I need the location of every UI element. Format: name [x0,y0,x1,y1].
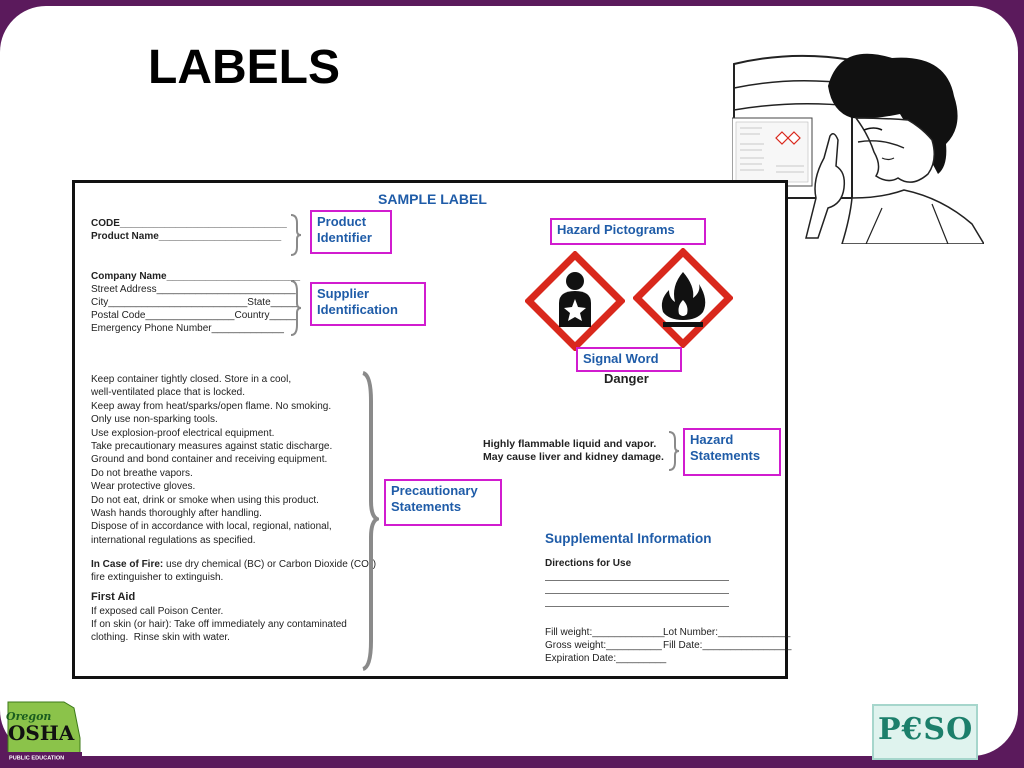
product-name-field: Product Name______________________ [91,231,282,242]
postal-country-field: Postal Code________________Country_____ [91,310,298,321]
hazard-statement-line: May cause liver and kidney damage. [483,451,664,463]
first-aid-line: If on skin (or hair): Take off immediately any contaminated [91,619,347,630]
first-aid-line: clothing. Rinse skin with water. [91,632,230,643]
product-code-label: CODE [91,218,120,229]
precaution-line: Wash hands thoroughly after handling. [91,508,262,520]
peso-logo-text: P€SO [878,712,974,747]
hazard-statements-line2: Statements [690,448,761,463]
slide-title: LABELS [148,41,340,94]
supplier-identification-callout [310,282,426,326]
company-name-field: Company Name________________________ [91,271,301,282]
precaution-line: Dispose of in accordance with local, regional, national, [91,521,332,533]
osha-text: OSHA [8,721,75,745]
postal-code-label: Postal Code [91,310,146,321]
supplier-identification-line2: Identification [317,302,398,317]
first-aid-line: If exposed call Poison Center. [91,606,224,617]
product-identifier-line1: Product [317,214,367,229]
sample-label-heading: SAMPLE LABEL [378,191,487,207]
peso-logo [872,704,978,760]
product-identifier-line2: Identifier [317,230,372,245]
street-address-field: Street Address_________________________ [91,284,296,295]
precaution-line: well-ventilated place that is locked. [91,387,245,399]
precaution-line: Keep away from heat/sparks/open flame. No smoking. [91,400,332,412]
hazard-pictograms-callout: Hazard Pictograms [550,218,706,245]
city-state-field: City_________________________State_____ [91,297,299,308]
directions-line [545,606,729,607]
city-label: City [91,297,109,308]
fill-date-field: Fill Date:________________ [663,640,792,651]
fill-weight-field: Fill weight:_____________ [545,627,665,638]
fill-weight-label: Fill weight: [545,627,593,638]
state-label: State [247,297,271,308]
emergency-phone-label: Emergency Phone Number [91,323,212,334]
country-label: Country [234,310,270,321]
expiration-date-label: Expiration Date: [545,653,617,664]
product-identifier-callout [310,210,392,254]
hazard-statements-line1: Hazard [690,432,734,447]
hazard-statement-line: Highly flammable liquid and vapor. [483,438,657,450]
precaution-line: Ground and bond container and receiving equipment. [91,454,328,466]
product-name-label: Product Name [91,231,159,242]
gross-weight-field: Gross weight:__________ [545,640,662,651]
precautionary-line2: Statements [391,499,462,514]
fire-line2: fire extinguisher to extinguish. [91,572,224,583]
signal-word-value: Danger [604,371,649,386]
hazard-brace-icon [667,430,681,472]
fire-heading: In Case of Fire: [91,559,164,570]
product-code-field: CODE______________________________ [91,218,287,229]
directions-line [545,580,729,581]
gross-weight-label: Gross weight: [545,640,607,651]
flame-icon [633,248,733,348]
oregon-osha-logo [4,698,84,762]
fill-date-label: Fill Date: [663,640,703,651]
precaution-line: Wear protective gloves. [91,481,196,493]
lot-number-label: Lot Number: [663,627,719,638]
osha-public-education-text: PUBLIC EDUCATION [9,755,65,762]
slide-card [0,6,1018,756]
precaution-line: Only use non-sparking tools. [91,414,218,426]
precaution-line: Take precautionary measures against static discharge. [91,441,333,453]
directions-for-use: Directions for Use [545,558,632,569]
precaution-line: Do not breathe vapors. [91,467,193,479]
precaution-line: international regulations as specified. [91,534,256,546]
osha-oregon-text: Oregon [6,710,52,723]
fire-instructions [91,558,376,571]
street-address-label: Street Address [91,284,157,295]
emergency-phone-field: Emergency Phone Number_____________ [91,323,284,334]
first-aid-heading: First Aid [91,591,136,603]
precaution-line: Do not eat, drink or smoke when using this product. [91,494,319,506]
sample-label [72,180,792,679]
health-hazard-icon [525,251,625,351]
supplier-brace-icon [289,279,303,337]
lot-number-field: Lot Number:_____________ [663,627,791,638]
fire-line1: use dry chemical (BC) or Carbon Dioxide (CO₂) [163,559,377,570]
page-number: 5 [985,732,994,749]
supplemental-heading: Supplemental Information [545,531,712,546]
signal-word-callout: Signal Word [576,347,682,372]
precautionary-text [91,373,332,547]
precautionary-statements-callout [384,479,502,526]
precaution-line: Keep container tightly closed. Store in a cool, [91,374,292,385]
precautionary-line1: Precautionary [391,483,478,498]
precaution-line: Use explosion-proof electrical equipment. [91,427,275,439]
company-name-label: Company Name [91,271,167,282]
directions-line [545,593,729,594]
supplier-identification-line1: Supplier [317,286,370,301]
expiration-date-field: Expiration Date:_________ [545,653,667,664]
precaution-brace-icon [359,371,379,671]
hazard-statements-callout [683,428,781,476]
product-brace-icon [289,213,303,257]
